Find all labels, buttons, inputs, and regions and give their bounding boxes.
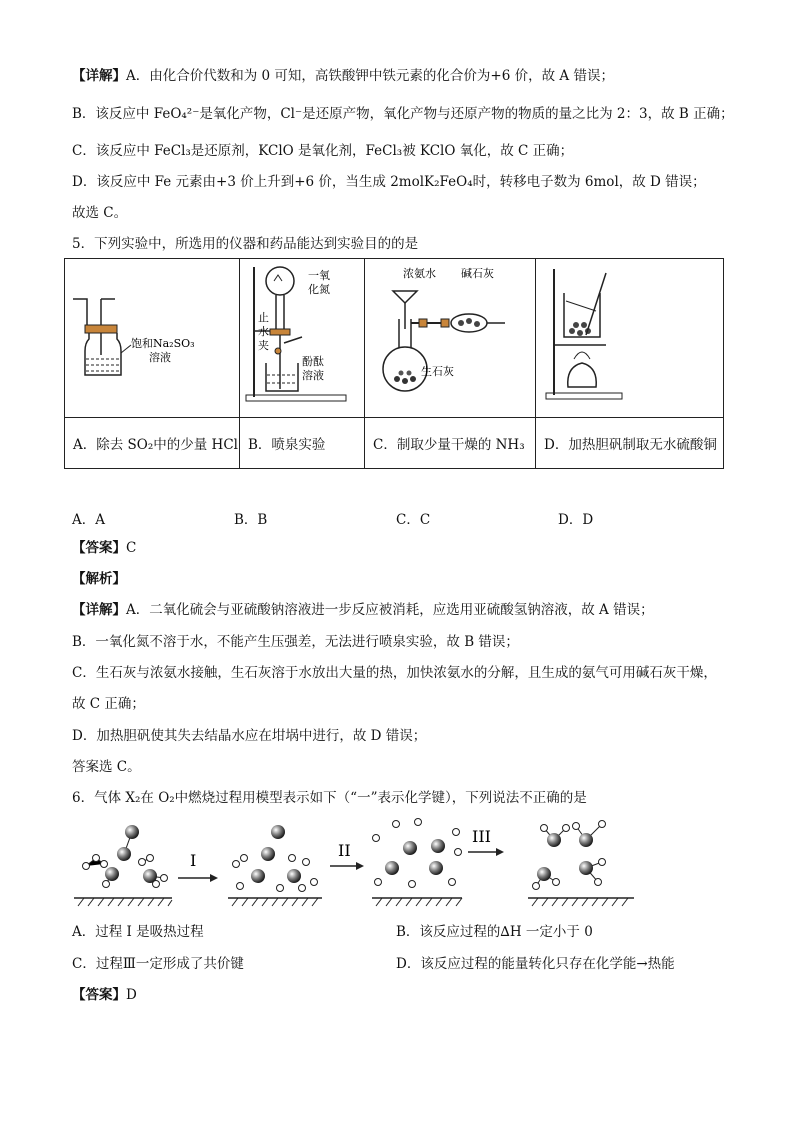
q5-caption-c: C．制取少量干燥的 NH₃ xyxy=(365,418,536,469)
q5-stem: 5．下列实验中，所选用的仪器和药品能达到实验目的的是 xyxy=(72,236,419,252)
q6-product-model-diagram xyxy=(524,818,640,910)
q5-detail-line-c2: 故 C 正确； xyxy=(72,696,145,712)
label-saturated-na2so3: 饱和Na₂SO₃ xyxy=(131,337,195,350)
q5-conclusion: 答案选 C。 xyxy=(72,759,141,775)
q5-detail-line-a: 【详解】A．二氧化硫会与亚硫酸钠溶液进一步反应被消耗，应选用亚硫酸氢钠溶液，故 A 错误； xyxy=(72,602,654,618)
step-1-label: I xyxy=(190,851,197,870)
q5-diagram-d-cell xyxy=(536,259,724,418)
q6-stem: 6．气体 X₂在 O₂中燃烧过程用模型表示如下（“一”表示化学键），下列说法不正确的是 xyxy=(72,790,587,806)
ammonia-preparation-diagram xyxy=(365,259,533,413)
q5-answer: 【答案】C xyxy=(72,540,137,556)
q5-analysis-tag: 【解析】 xyxy=(72,571,126,587)
q5-option-b: B．B xyxy=(234,512,268,528)
q5-diagram-c-cell xyxy=(365,259,536,418)
q6-answer: 【答案】D xyxy=(72,987,137,1003)
q5-diagram-b-cell xyxy=(240,259,365,418)
q6-option-d: D．该反应过程的能量转化只存在化学能→热能 xyxy=(396,956,675,972)
q5-option-d: D．D xyxy=(558,512,594,528)
q6-option-a: A．过程 I 是吸热过程 xyxy=(72,924,204,940)
label-soda-lime: 碱石灰 xyxy=(461,267,494,280)
label-phenolphthalein-1: 酚酞 xyxy=(302,355,324,368)
q5-detail-line-d: D．加热胆矾使其失去结晶水应在坩埚中进行，故 D 错误； xyxy=(72,728,427,744)
q4-conclusion: 故选 C。 xyxy=(72,205,128,221)
answer-tag: 【答案】 xyxy=(72,987,126,1003)
label-clamp-1: 止 xyxy=(258,311,269,324)
label-no-gas-1: 一氧 xyxy=(308,269,330,282)
q6-option-b: B．该反应过程的∆H 一定小于 0 xyxy=(396,924,593,940)
step-2-label: II xyxy=(338,841,351,860)
step-3-label: III xyxy=(472,827,491,846)
label-solution-a: 溶液 xyxy=(149,351,171,364)
xiangjie-tag: 【详解】 xyxy=(72,602,126,618)
label-clamp-2: 水 xyxy=(258,325,269,338)
q5-experiment-table xyxy=(64,258,724,469)
q4-detail-line-c: C．该反应中 FeCl₃是还原剂，KClO 是氧化剂，FeCl₃被 KClO 氧化，故 C 正确； xyxy=(72,143,574,159)
q4-detail-line-a: 【详解】A．由化合价代数和为 0 可知，高铁酸钾中铁元素的化合价为+6 价，故 A 错误； xyxy=(72,68,614,84)
q5-caption-b: B．喷泉实验 xyxy=(240,418,365,469)
heating-blue-vitriol-diagram xyxy=(536,259,724,413)
label-no-gas-2: 化氮 xyxy=(308,283,330,296)
answer-tag: 【答案】 xyxy=(72,540,126,556)
fountain-experiment-diagram xyxy=(240,259,362,413)
q6-combustion-model-diagram xyxy=(72,818,512,910)
q5-diagram-a-cell xyxy=(65,259,240,418)
q5-caption-d: D．加热胆矾制取无水硫酸铜 xyxy=(536,418,724,469)
label-conc-ammonia: 浓氨水 xyxy=(403,267,436,280)
xiangjie-tag: 【详解】 xyxy=(72,68,126,84)
q6-option-c: C．过程Ⅲ一定形成了共价键 xyxy=(72,956,244,972)
q4-detail-line-b: B．该反应中 FeO₄²⁻是氧化产物，Cl⁻是还原产物，氧化产物与还原产物的物质的量之比为 2：3，故 B 正确； xyxy=(72,106,734,122)
q5-detail-line-b: B．一氧化氮不溶于水，不能产生压强差，无法进行喷泉实验，故 B 错误； xyxy=(72,634,519,650)
q5-option-c: C．C xyxy=(396,512,431,528)
label-phenolphthalein-2: 溶液 xyxy=(302,369,324,382)
gas-washing-bottle-diagram xyxy=(65,259,237,413)
q5-caption-a: A．除去 SO₂中的少量 HCl xyxy=(65,418,240,469)
q5-option-a: A．A xyxy=(72,512,105,528)
q4-detail-line-d: D．该反应中 Fe 元素由+3 价上升到+6 价，当生成 2molK₂FeO₄时，转移电子数为 6mol，故 D 错误； xyxy=(72,174,706,190)
label-clamp-3: 夹 xyxy=(258,339,269,352)
q5-detail-line-c1: C．生石灰与浓氨水接触，生石灰溶于水放出大量的热，加快浓氨水的分解，且生成的氨气可用碱石灰干燥， xyxy=(72,665,717,681)
label-quicklime: 生石灰 xyxy=(421,365,454,378)
